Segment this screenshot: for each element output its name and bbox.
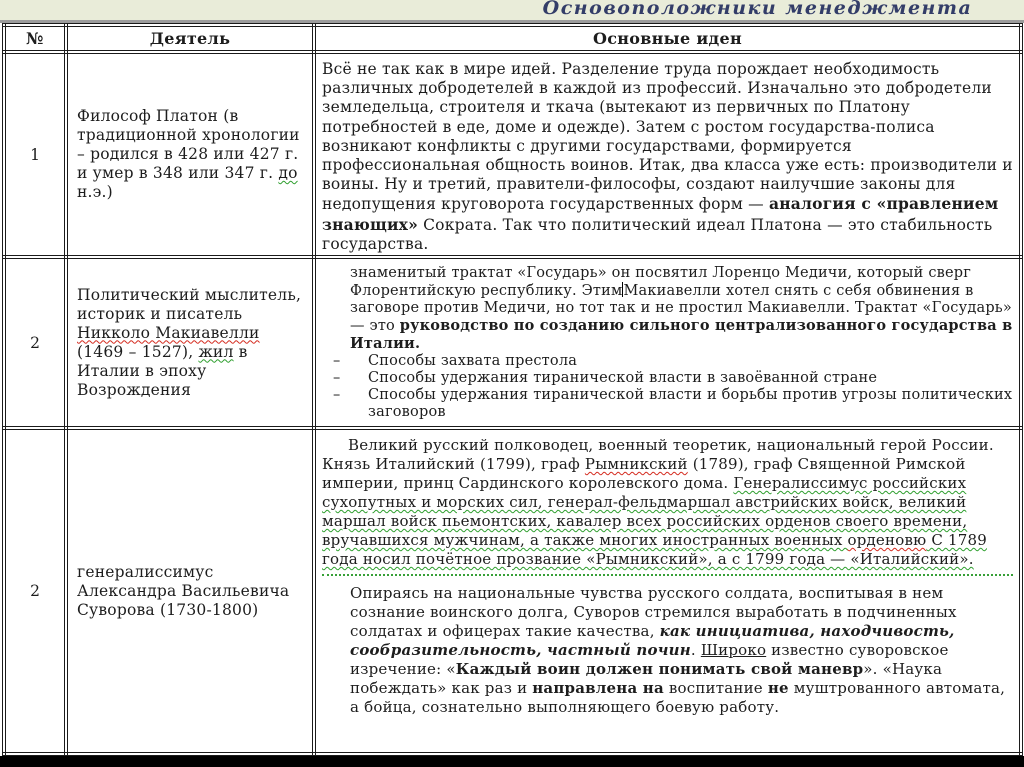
list-item-text bbox=[368, 353, 1013, 370]
row3-ideas-cell[interactable] bbox=[314, 428, 1021, 754]
row2-num-cell[interactable]: 2 bbox=[4, 257, 66, 428]
text-segment: направлена на bbox=[532, 679, 664, 697]
text-segment: Сократа. Так что политический идеал Платона — это стабильность государства. bbox=[322, 215, 993, 253]
text-segment: Способы захвата престола bbox=[368, 353, 578, 369]
text-segment: Широко bbox=[700, 641, 767, 659]
text-segment: ». «Наука побеждать» как раз и bbox=[350, 660, 943, 697]
text-segment: н.э.) bbox=[77, 183, 113, 201]
list-item bbox=[333, 370, 1013, 387]
paragraph bbox=[350, 584, 1013, 717]
text-segment: Способы удержания тиранической власти и борьбы против угрозы политических заговоров bbox=[368, 387, 1013, 420]
text-segment: знаменитый трактат «Государь» он посвятил Лоренцо Медичи, который сверг Флорентийскую республику. Этим bbox=[350, 265, 972, 299]
list-item-text bbox=[368, 370, 1013, 387]
header-ideas: Основные иден bbox=[314, 25, 1021, 52]
text-segment: Макиавелли хотел снять с себя обвинения в заговоре против Медичи, но тот так и не простил Макиавелли. Трактат «Государь» — это bbox=[350, 283, 1012, 334]
row1-figure-cell[interactable] bbox=[66, 52, 314, 257]
row3-num-cell[interactable]: 2 bbox=[4, 428, 66, 754]
list-item-text bbox=[368, 387, 1013, 421]
paragraph bbox=[77, 286, 306, 400]
header-figure: Деятель bbox=[66, 25, 314, 52]
text-segment: Политический мыслитель, историк и писатель bbox=[77, 285, 302, 323]
text-segment: Рымникский bbox=[584, 455, 688, 473]
text-segment: до bbox=[278, 164, 298, 182]
text-segment: руководство по созданию сильного централизованного государства в Италии. bbox=[350, 317, 1013, 352]
text-segment: известно суворовское изречение: « bbox=[350, 641, 949, 678]
paragraph bbox=[77, 563, 306, 620]
bottom-black-bar bbox=[0, 756, 1024, 767]
text-segment: Способы удержания тиранической власти в завоёванной стране bbox=[368, 370, 878, 386]
text-segment: Никколо Макиавелли bbox=[77, 323, 260, 342]
text-segment: Философ Платон (в традиционной хронологии – родился в 428 или 427 г. и умер в 348 или 347 г. bbox=[77, 107, 300, 182]
dash-bullet: – bbox=[333, 370, 341, 386]
text-segment: . bbox=[690, 641, 701, 659]
paragraph bbox=[322, 436, 1013, 569]
text-segment: Всё не так как в мире идей. Разделение труда порождает необходимость различных добродетелей в каждой из профессий. Изначально это добродетели земледельца, строителя и ткача (вытекают из первичных по Платону потребностей в еде, доме и одежде). Затем с ростом государства-полиса возникают конфликты с другими государствами, формируется профессиональная общность воинов. Итак, два класса уже есть: производители и воины. Ну и третий, правители-философы, создают наилучшие законы для недопущения круговорота государственных форм — bbox=[322, 60, 1013, 214]
text-segment: в Италии в эпоху Возрождения bbox=[77, 342, 248, 399]
text-segment: (1789), граф Священной Римской империи, принц Сардинского королевского дома. bbox=[322, 455, 966, 492]
text-segment: как инициатива, находчивость, сообразительность, частный почин bbox=[350, 622, 955, 659]
table-row-plato bbox=[4, 52, 1021, 257]
text-segment: Опираясь на национальные чувства русского солдата, воспитывая в нем сознание воинского долга, Суворов стремился выработать в подчиненных солдатах и офицерах такие качества, bbox=[350, 584, 957, 640]
table-row-suvorov bbox=[4, 428, 1021, 754]
list-item bbox=[333, 353, 1013, 370]
dash-list bbox=[333, 353, 1013, 421]
text-segment: орденовю bbox=[847, 531, 927, 549]
table-row-machiavelli bbox=[4, 257, 1021, 428]
text-segment: жил bbox=[198, 342, 234, 361]
paragraph bbox=[77, 107, 306, 202]
text-segment: аналогия с «правлением знающих» bbox=[322, 194, 999, 234]
row1-num-cell[interactable]: 1 bbox=[4, 52, 66, 257]
row3-figure-cell[interactable] bbox=[66, 428, 314, 754]
text-segment: Генералиссимус российских сухопутных и морских сил, генерал-фельдмаршал австрийских войск, великий маршал войск пьемонтских, кавалер всех российских орденов своего времени, вручавшихся мужчинам, а также многих иностранных военных bbox=[322, 474, 968, 549]
text-segment: Каждый воин должен понимать свой маневр bbox=[455, 660, 864, 678]
founders-table bbox=[2, 23, 1023, 756]
dash-bullet: – bbox=[333, 353, 341, 369]
paragraph bbox=[350, 265, 1013, 353]
text-segment: не bbox=[767, 679, 789, 697]
header-num: № bbox=[4, 25, 66, 52]
dash-bullet: – bbox=[333, 387, 341, 403]
row2-ideas-cell[interactable] bbox=[314, 257, 1021, 428]
slide-title[interactable]: Основоположники менеджмента bbox=[542, 0, 973, 19]
spellcheck-separator-line bbox=[322, 574, 1013, 576]
text-segment: С 1789 года носил почётное прозвание «Рымникский», а с 1799 года — «Италийский». bbox=[322, 531, 987, 568]
text-segment: генералиссимус Александра Васильевича Суворова (1730-1800) bbox=[77, 562, 290, 619]
text-segment: Великий русский полководец, военный теоретик, национальный герой России. Князь Италийский (1799), граф bbox=[322, 436, 994, 473]
text-segment: (1469 – 1527), bbox=[77, 342, 199, 361]
list-item bbox=[333, 387, 1013, 421]
row1-ideas-cell[interactable] bbox=[314, 52, 1021, 257]
text-segment: муштрованного автомата, а бойца, сознательно выполняющего боевую работу. bbox=[350, 679, 1006, 716]
paragraph bbox=[322, 60, 1013, 254]
text-segment: воспитание bbox=[663, 679, 768, 697]
row2-figure-cell[interactable] bbox=[66, 257, 314, 428]
header-row bbox=[4, 25, 1021, 52]
